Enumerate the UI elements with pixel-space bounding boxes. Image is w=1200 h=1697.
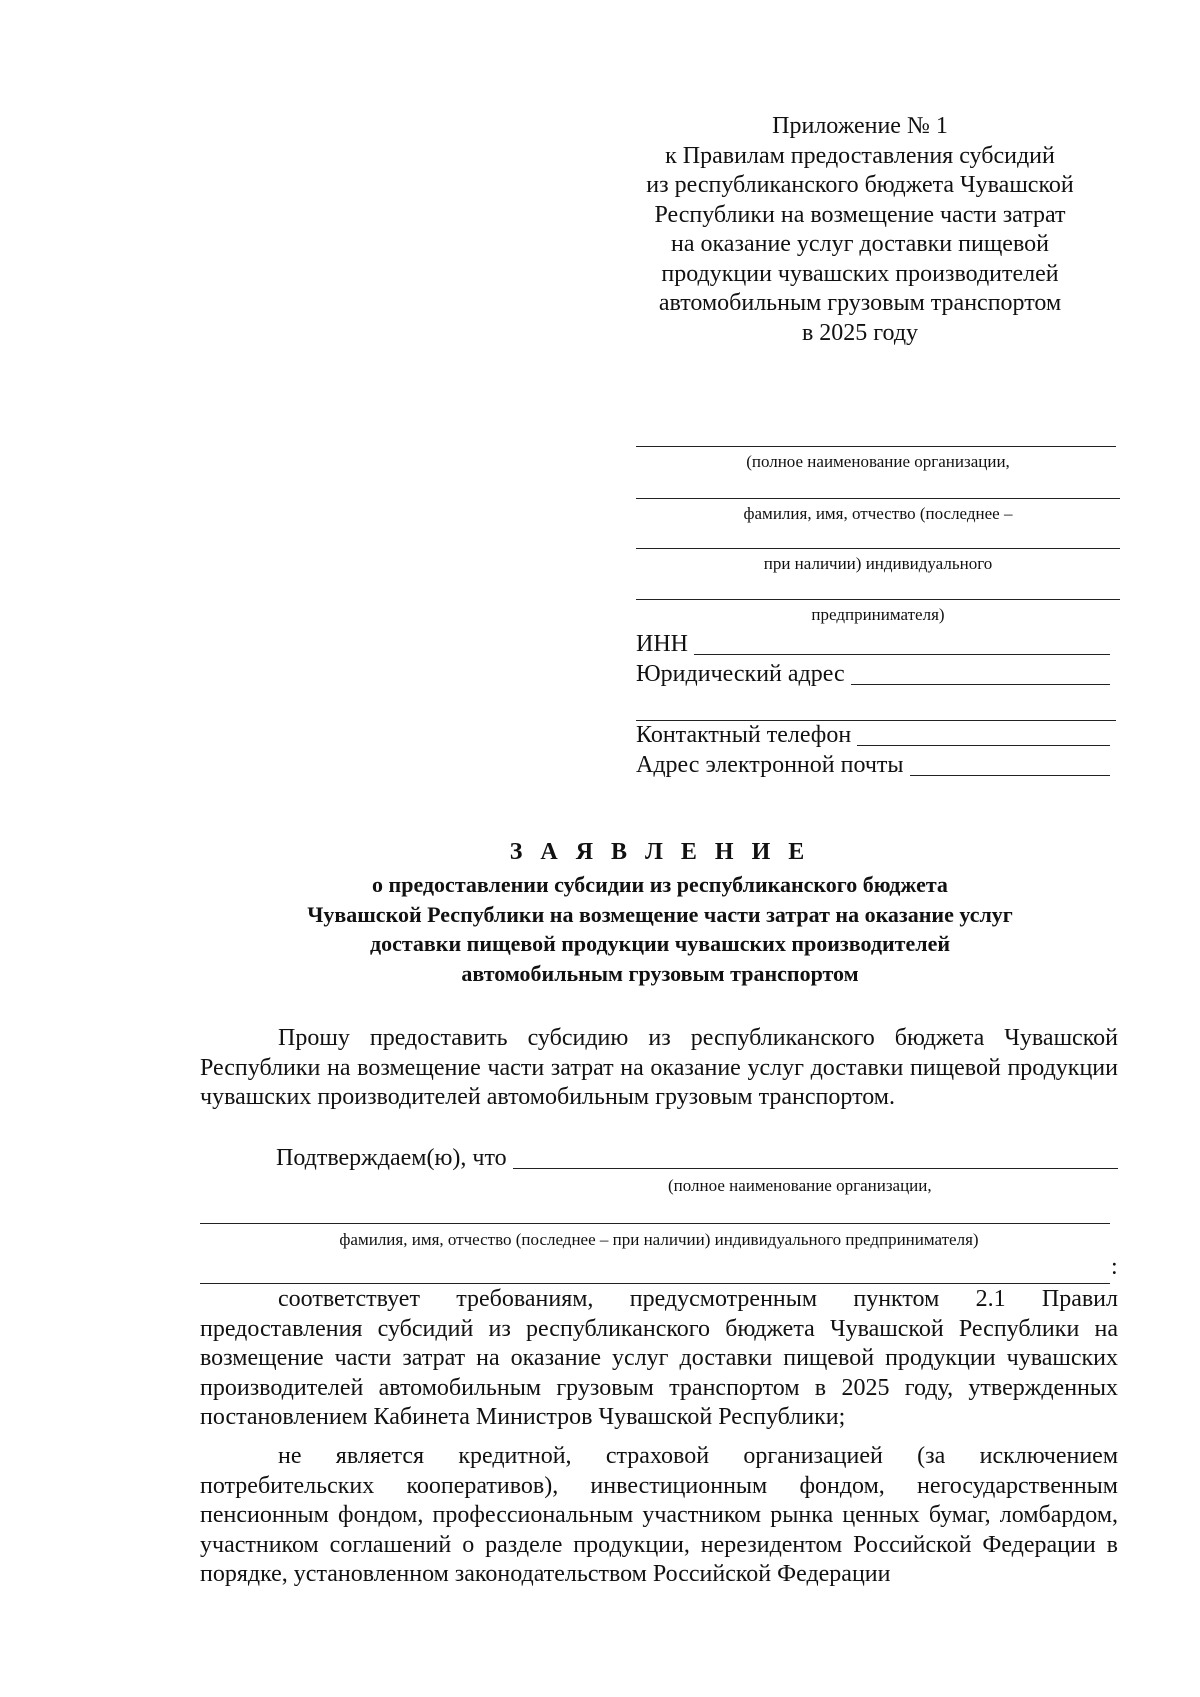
legal-address-label: Юридический адрес bbox=[636, 661, 845, 687]
title-subtitle-line: доставки пищевой продукции чувашских производителей bbox=[369, 931, 951, 956]
phone-input-line[interactable] bbox=[857, 725, 1110, 746]
annex-line: Приложение № 1 bbox=[772, 113, 948, 139]
annex-block bbox=[630, 112, 1090, 348]
confirm-fill-line-2[interactable] bbox=[200, 1223, 1110, 1224]
entrepreneur-caption-end: предпринимателя) bbox=[811, 605, 945, 624]
annex-line: в 2025 году bbox=[801, 319, 919, 346]
requirements-paragraph: соответствует требованиям, предусмотренным пунктом 2.1 Правил предоставления субсидий из республиканского бюджета Чувашской Республики на возмещение части затрат на оказание услуг доставки пищевой продукции чувашских производителей автомобильным грузовым транспортом в 2025 году, утвержденных постановлением Кабинета Министров Чувашской Республики; bbox=[200, 1286, 1118, 1430]
legal-address-input-line[interactable] bbox=[851, 664, 1110, 685]
confirm-caption-1: (полное наименование организации, bbox=[668, 1176, 932, 1195]
inn-input-line[interactable] bbox=[694, 634, 1110, 655]
request-paragraph: Прошу предоставить субсидию из республиканского бюджета Чувашской Республики на возмещение части затрат на оказание услуг доставки пищевой продукции чувашских производителей автомобильным грузовым транспортом. bbox=[200, 1025, 1118, 1110]
inn-field bbox=[636, 630, 1110, 658]
confirm-fill-line-3[interactable] bbox=[200, 1283, 1110, 1284]
org-name-caption: (полное наименование организации, bbox=[746, 452, 1010, 471]
inn-label: ИНН bbox=[636, 631, 688, 657]
annex-line: из республиканского бюджета Чувашской bbox=[646, 172, 1074, 198]
org-name-fill-line[interactable] bbox=[636, 446, 1116, 447]
title-subtitle-line: автомобильным грузовым транспортом bbox=[461, 960, 859, 986]
phone-label: Контактный телефон bbox=[636, 722, 852, 748]
email-input-line[interactable] bbox=[910, 755, 1110, 776]
confirm-caption-2: фамилия, имя, отчество (последнее – при наличии) индивидуального предпринимателя) bbox=[339, 1230, 979, 1249]
title-subtitle-line: Чувашской Республики на возмещение части затрат на оказание услуг bbox=[307, 901, 1013, 927]
fio-fill-line[interactable] bbox=[636, 498, 1120, 499]
application-title bbox=[200, 838, 1120, 988]
annex-line: Республики на возмещение части затрат bbox=[654, 201, 1066, 228]
colon-mark: : bbox=[1111, 1254, 1118, 1280]
phone-field bbox=[636, 721, 1110, 749]
email-field bbox=[636, 751, 1110, 779]
annex-line: на оказание услуг доставки пищевой bbox=[671, 231, 1049, 257]
email-label: Адрес электронной почты bbox=[636, 752, 904, 778]
confirm-line bbox=[200, 1142, 1118, 1172]
annex-line: автомобильным грузовым транспортом bbox=[658, 290, 1062, 316]
title-heading: З А Я В Л Е Н И Е bbox=[509, 839, 811, 865]
fio-caption: фамилия, имя, отчество (последнее – bbox=[743, 504, 1013, 523]
annex-line: продукции чувашских производителей bbox=[661, 260, 1059, 287]
confirm-label: Подтверждаем(ю), что bbox=[276, 1145, 507, 1171]
legal-address-field bbox=[636, 660, 1110, 688]
entrepreneur-caption: при наличии) индивидуального bbox=[763, 554, 993, 573]
not-credit-org-paragraph: не является кредитной, страховой организацией (за исключением потребительских кооперативов), инвестиционным фондом, негосударственным пенсионным фондом, профессиональным участником рынка ценных бумаг, ломбардом, участником соглашений о разделе продукции, нерезидентом Российской Федерации в порядке, установленном законодательством Российской Федерации bbox=[200, 1443, 1118, 1587]
entrepreneur-fill-line[interactable] bbox=[636, 599, 1120, 600]
annex-line: к Правилам предоставления субсидий bbox=[665, 142, 1055, 169]
confirm-input-line[interactable] bbox=[513, 1148, 1118, 1169]
title-subtitle-line: о предоставлении субсидии из республиканского бюджета bbox=[372, 872, 948, 897]
fio-cont-fill-line[interactable] bbox=[636, 548, 1120, 549]
